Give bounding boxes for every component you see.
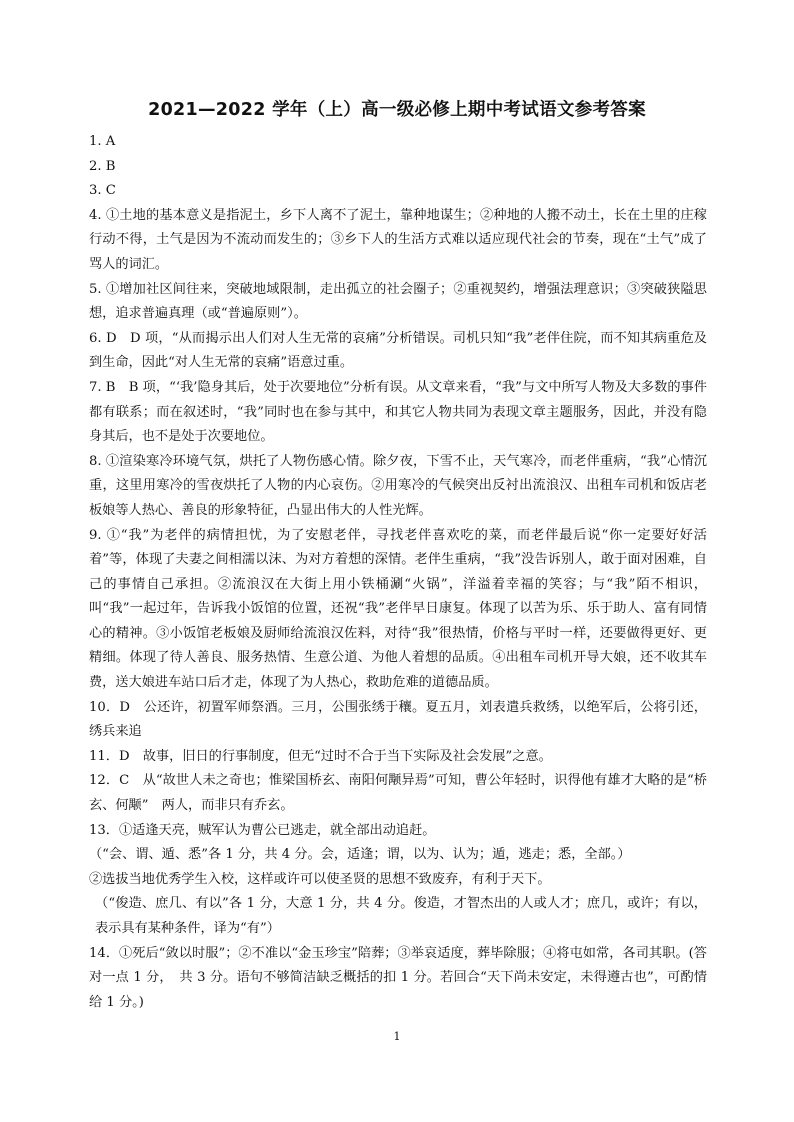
answer-4: 4. ①土地的基本意义是指泥土，乡下人离不了泥土，靠种地谋生；②种地的人搬不动土，长在土里的庄稼行动不得，土气是因为不流动而发生的；③乡下人的生活方式难以适应现代社会的节奏，现在“土气”成了骂人的词汇。 bbox=[89, 207, 707, 272]
answer-11: 11．D 故事，旧日的行事制度，但无“过时不合于当下实际及社会发展”之意。 bbox=[89, 748, 552, 764]
answer-8: 8. ①渲染寒冷环境气氛，烘托了人物伤感心情。除夕夜，下雪不止，天气寒冷，而老伴重病，“我”心情沉重，这里用寒冷的雪夜烘托了人物的内心哀伤。②用寒冷的气候突出反衬出流浪汉、出租车司机和饭店老板娘等人热心、善良的形象特征，凸显出伟大的人性光辉。 bbox=[89, 453, 707, 518]
answer-5: 5. ①增加社区间往来，突破地域限制，走出孤立的社会圈子；②重视契约，增强法理意识；③突破狭隘思想，追求普遍真理（或“普遍原则”）。 bbox=[89, 281, 707, 322]
answer-13-part-2: ②选拔当地优秀学生入校，这样或许可以使圣贤的思想不致废弃，有利于天下。 bbox=[89, 871, 551, 887]
answer-12: 12．C 从“故世人未之奇也；惟梁国桥玄、南阳何颙异焉”可知，曹公年轻时，识得他有雄才大略的是“桥玄、何颙” 两人，而非只有乔玄。 bbox=[89, 773, 707, 814]
answer-13-scoring-2: （“俊造、庶几、有以”各 1 分，大意 1 分，共 4 分。俊造，才智杰出的人或人才；庶几，或许；有以，表示具有某种条件，译为“有”） bbox=[95, 896, 707, 936]
answer-6: 6. D D 项，“从而揭示出人们对人生无常的哀痛”分析错误。司机只知“我”老伴住院，而不知其病重危及到生命，因此“对人生无常的哀痛”语意过重。 bbox=[89, 330, 707, 371]
answer-13-part-1: 13．①适逢天亮，贼军认为曹公已逃走，就全部出动追赶。 bbox=[89, 822, 436, 838]
answer-13-scoring-1: （“会、谓、遁、悉”各 1 分，共 4 分。会，适逢；谓，以为、认为；遁，逃走；悉，全部。） bbox=[89, 847, 631, 863]
answer-3: 3. C bbox=[89, 183, 116, 199]
answer-7: 7. B B 项，“‘我’隐身其后，处于次要地位”分析有误。从文章来看，“我”与文中所写人物及大多数的事件都有联系；而在叙述时，“我”同时也在参与其中，和其它人物共同为表现文章主题服务，因此，并没有隐身其后，也不是处于次要地位。 bbox=[89, 379, 707, 445]
answer-9: 9. ①“我”为老伴的病情担忧，为了安慰老伴，寻找老伴喜欢吃的菜，而老伴最后说“你一定要好好活着”等，体现了夫妻之间相濡以沫、为对方着想的深情。老伴生重病，“我”没告诉别人，敢于面对困难，自己的事情自己承担。②流浪汉在大街上用小铁桶涮“火锅”，洋溢着幸福的笑容；与“我”陌不相识，叫“我”一起过年，告诉我小饭馆的位置，还祝“我”老伴早日康复。体现了以苦为乐、乐于助人、富有同情心的精神。③小饭馆老板娘及厨师给流浪汉佐料，对待“我”很热情，价格与平时一样，还要做得更好、更精细。体现了待人善良、服务热情、生意公道、为他人着想的品质。④出租车司机开导大娘，还不收其车费，送大娘进车站口后才走，体现了为人热心，救助危难的道德品质。 bbox=[89, 527, 707, 691]
answer-list bbox=[89, 130, 707, 1015]
page-number: 1 bbox=[393, 1030, 401, 1043]
answer-14: 14．①死后“敛以时服”；②不准以“金玉珍宝”陪葬；③举哀适度，葬毕除服；④将屯如常，各司其职。(答对一点 1 分， 共 3 分。语句不够简洁缺乏概括的扣 1 分。若回合“天下尚未安定，未得遵古也”，可酌情给 1 分。) bbox=[89, 945, 707, 1010]
answer-2: 2. B bbox=[89, 158, 116, 174]
page-title: 2021—2022 学年（上）高一级必修上期中考试语文参考答案 bbox=[148, 100, 646, 120]
answer-1: 1. A bbox=[89, 134, 116, 149]
answer-10: 10．D 公还许，初置军师祭酒。三月，公围张绣于穰。夏五月，刘表遣兵救绣，以绝军后，公将引还，绣兵来追 bbox=[89, 699, 707, 740]
